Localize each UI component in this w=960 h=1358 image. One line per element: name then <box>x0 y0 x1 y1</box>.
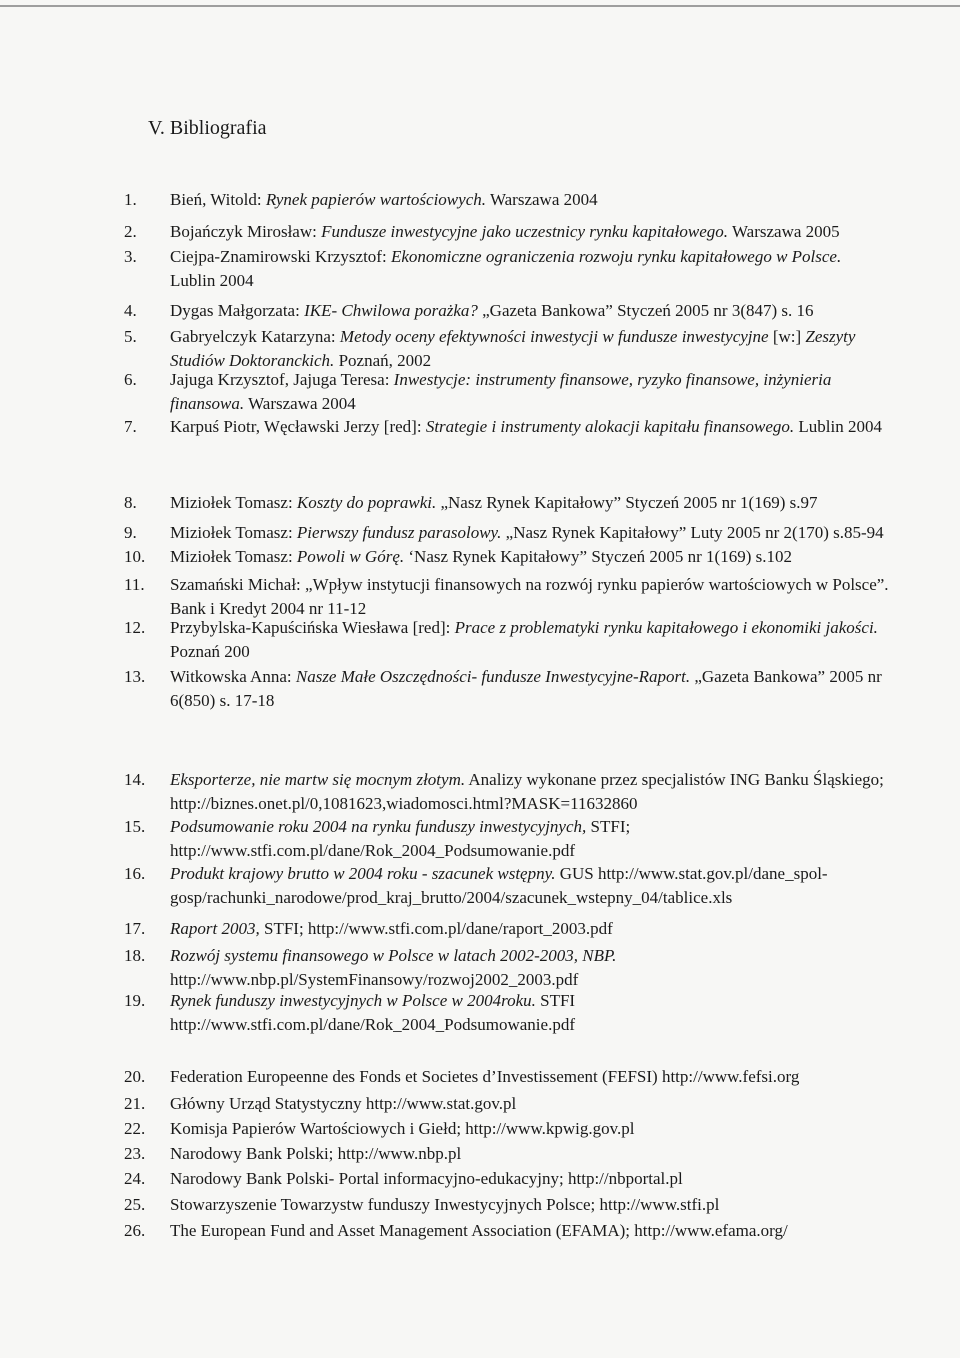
citation-text: ‘Nasz Rynek Kapitałowy” Styczeń 2005 nr 1(169) s.102 <box>404 547 792 566</box>
list-item-number: 8. <box>124 493 137 512</box>
citation-text: Karpuś Piotr, Węcławski Jerzy [red]: <box>170 417 426 436</box>
citation-title: Metody oceny efektywności inwestycji w fundusze inwestycyjne <box>339 327 769 346</box>
citation-text: Miziołek Tomasz: <box>170 547 297 566</box>
citation-text: Warszawa 2004 <box>244 394 356 413</box>
list-item-text <box>170 1092 890 1116</box>
list-item-text <box>170 1167 890 1191</box>
citation-text: Federation Europeenne des Fonds et Societes d’Investissement (FEFSI) http://www.fefsi.org <box>170 1067 800 1086</box>
list-item-number: 15. <box>124 817 146 836</box>
citation-text: http://www.nbp.pl/SystemFinansowy/rozwoj2002_2003.pdf <box>170 970 579 989</box>
citation-title: Raport 2003, <box>170 919 260 938</box>
list-item-text <box>170 815 890 863</box>
citation-title: Zeszyty Studiów Doktoranckich. <box>170 327 856 370</box>
list-item-number: 25. <box>124 1195 146 1214</box>
citation-text: Dygas Małgorzata: <box>170 301 305 320</box>
list-item-text <box>170 325 890 373</box>
list-item-text <box>170 245 890 293</box>
citation-text: „Nasz Rynek Kapitałowy” Luty 2005 nr 2(170) s.85-94 <box>501 523 884 542</box>
citation-text: The European Fund and Asset Management Association (EFAMA); http://www.efama.org/ <box>170 1221 788 1240</box>
list-item-text <box>170 862 890 910</box>
list-item-text <box>170 545 890 569</box>
citation-text: STFI; http://www.stfi.com.pl/dane/raport_2003.pdf <box>259 919 613 938</box>
citation-title: Rozwój systemu finansowego w Polsce w latach 2002-2003, NBP. <box>170 946 617 965</box>
citation-text: Główny Urząd Statystyczny http://www.stat.gov.pl <box>170 1094 517 1113</box>
citation-text: „Gazeta Bankowa” Styczeń 2005 nr 3(847) s. 16 <box>477 301 814 320</box>
citation-text: [w:] <box>768 327 806 346</box>
list-item-text <box>170 989 890 1037</box>
citation-title: Strategie i instrumenty alokacji kapitału finansowego. <box>425 417 795 436</box>
list-item-text <box>170 768 890 816</box>
list-item-number: 5. <box>124 327 137 346</box>
list-item-number: 17. <box>124 919 146 938</box>
list-item-text <box>170 220 890 244</box>
list-item-text <box>170 917 890 941</box>
list-item-number: 13. <box>124 667 146 686</box>
citation-title: Fundusze inwestycyjne jako uczestnicy rynku kapitałowego. <box>321 222 729 241</box>
citation-text: Poznań, 2002 <box>334 351 432 370</box>
citation-text: Narodowy Bank Polski- Portal informacyjno-edukacyjny; http://nbportal.pl <box>170 1169 683 1188</box>
list-item-text <box>170 368 890 416</box>
citation-title: Powoli w Górę. <box>296 547 405 566</box>
list-item-text <box>170 521 890 545</box>
citation-text: Warszawa 2004 <box>486 190 598 209</box>
list-item-text <box>170 415 890 439</box>
citation-title: Rynek funduszy inwestycyjnych w Polsce w 2004roku. <box>170 991 536 1010</box>
list-item-text <box>170 1219 890 1243</box>
citation-text: „Gazeta Bankowa” 2005 nr 6(850) s. 17-18 <box>170 667 882 710</box>
citation-text: Poznań 200 <box>170 642 250 661</box>
citation-title: Podsumowanie roku 2004 na rynku funduszy inwestycyjnych, <box>170 817 587 836</box>
citation-text: Stowarzyszenie Towarzystw funduszy Inwestycyjnych Polsce; http://www.stfi.pl <box>170 1195 720 1214</box>
list-item-number: 21. <box>124 1094 146 1113</box>
citation-title: Nasze Małe Oszczędności- fundusze Inwestycyjne-Raport. <box>295 667 691 686</box>
citation-text: Bień, Witold: <box>170 190 266 209</box>
list-item-number: 23. <box>124 1144 146 1163</box>
citation-text: Narodowy Bank Polski; http://www.nbp.pl <box>170 1144 462 1163</box>
list-item-number: 24. <box>124 1169 146 1188</box>
citation-title: Eksporterze, nie martw się mocnym złotym. <box>170 770 466 789</box>
list-item-text <box>170 1065 890 1089</box>
citation-text: GUS http://www.stat.gov.pl/dane_spol-gosp/rachunki_narodowe/prod_kraj_brutto/2004/szacunek_wstepny_04/tablice.xls <box>170 864 828 907</box>
list-item-number: 10. <box>124 547 146 566</box>
citation-text: Jajuga Krzysztof, Jajuga Teresa: <box>170 370 394 389</box>
list-item-text <box>170 1193 890 1217</box>
list-item-text <box>170 188 890 212</box>
citation-title: IKE- Chwilowa porażka? <box>304 301 478 320</box>
citation-title: Inwestycje: instrumenty finansowe, ryzyko finansowe, inżynieria finansowa. <box>170 370 832 413</box>
list-item-text <box>170 491 890 515</box>
citation-text: Witkowska Anna: <box>170 667 296 686</box>
list-item-text <box>170 944 890 992</box>
citation-text: STFI; http://www.stfi.com.pl/dane/Rok_2004_Podsumowanie.pdf <box>170 817 631 860</box>
list-item-number: 11. <box>124 575 145 594</box>
citation-text: Warszawa 2005 <box>728 222 840 241</box>
list-item-number: 20. <box>124 1067 146 1086</box>
list-item-text <box>170 1117 890 1141</box>
citation-text: Lublin 2004 <box>170 271 254 290</box>
citation-title: Produkt krajowy brutto w 2004 roku - szacunek wstępny. <box>170 864 556 883</box>
list-item-number: 2. <box>124 222 137 241</box>
list-item-text <box>170 665 890 713</box>
list-item-number: 22. <box>124 1119 146 1138</box>
citation-text: Przybylska-Kapuścińska Wiesława [red]: <box>170 618 455 637</box>
citation-title: Pierwszy fundusz parasolowy. <box>296 523 502 542</box>
citation-text: Miziołek Tomasz: <box>170 493 297 512</box>
list-item-number: 19. <box>124 991 146 1010</box>
citation-text: Bojańczyk Mirosław: <box>170 222 322 241</box>
list-item-text <box>170 573 890 621</box>
list-item-number: 26. <box>124 1221 146 1240</box>
list-item-number: 6. <box>124 370 137 389</box>
citation-text: „Nasz Rynek Kapitałowy” Styczeń 2005 nr 1(169) s.97 <box>436 493 818 512</box>
citation-title: Prace z problematyki rynku kapitałowego i ekonomiki jakości. <box>454 618 878 637</box>
citation-text: Gabryelczyk Katarzyna: <box>170 327 340 346</box>
list-item-text <box>170 1142 890 1166</box>
citation-text: Ciejpa-Znamirowski Krzysztof: <box>170 247 391 266</box>
list-item-number: 18. <box>124 946 146 965</box>
list-item-text <box>170 616 890 664</box>
citation-text: STFI http://www.stfi.com.pl/dane/Rok_2004_Podsumowanie.pdf <box>170 991 576 1034</box>
citation-text: Szamański Michał: „Wpływ instytucji finansowych na rozwój rynku papierów wartościowych w Polsce”. Bank i Kredyt 2004 nr 11-12 <box>170 575 889 618</box>
section-heading: V. Bibliografia <box>148 117 267 139</box>
citation-text: Analizy wykonane przez specjalistów ING Banku Śląskiego; http://biznes.onet.pl/0,1081623,wiadomosci.html?MASK=11632860 <box>170 770 884 813</box>
list-item-number: 16. <box>124 864 146 883</box>
list-item-number: 4. <box>124 301 137 320</box>
citation-title: Rynek papierów wartościowych. <box>265 190 486 209</box>
citation-text: Komisja Papierów Wartościowych i Giełd; http://www.kpwig.gov.pl <box>170 1119 635 1138</box>
list-item-number: 14. <box>124 770 146 789</box>
list-item-text <box>170 299 890 323</box>
list-item-number: 1. <box>124 190 137 209</box>
list-item-number: 12. <box>124 618 146 637</box>
citation-title: Koszty do poprawki. <box>296 493 437 512</box>
scan-edge-line <box>0 5 960 7</box>
citation-title: Ekonomiczne ograniczenia rozwoju rynku kapitałowego w Polsce. <box>390 247 842 266</box>
citation-text: Miziołek Tomasz: <box>170 523 297 542</box>
list-item-number: 7. <box>124 417 137 436</box>
list-item-number: 3. <box>124 247 137 266</box>
list-item-number: 9. <box>124 523 137 542</box>
citation-text: Lublin 2004 <box>794 417 882 436</box>
